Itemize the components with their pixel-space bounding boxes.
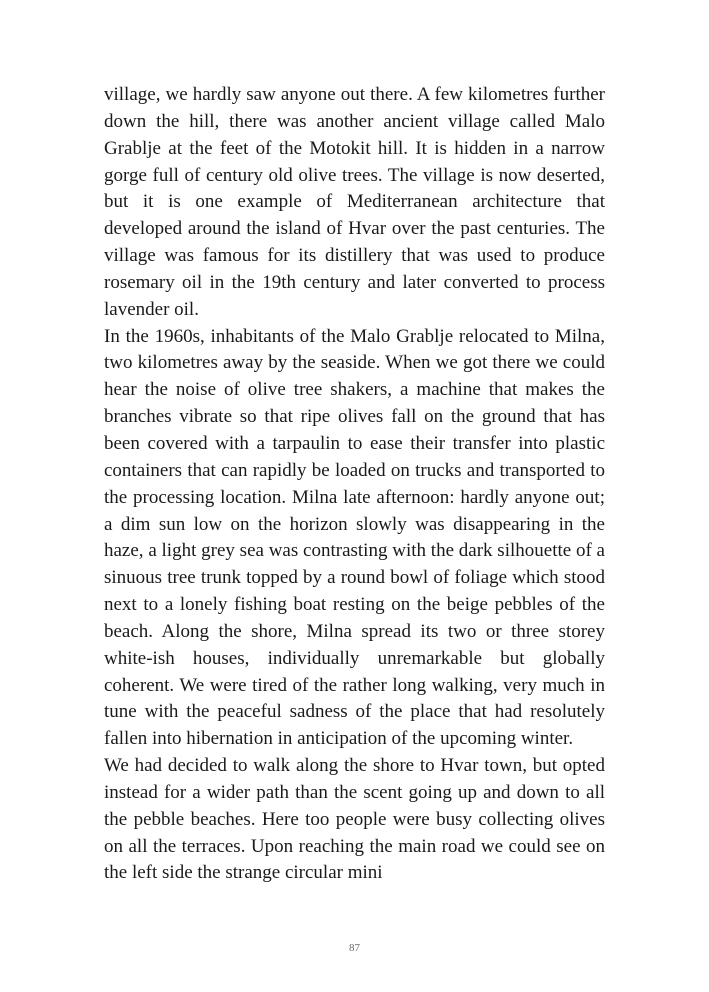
page-number: 87 xyxy=(349,942,360,954)
body-text xyxy=(104,82,605,887)
paragraph-2: In the 1960s, inhabitants of the Malo Grablje relocated to Milna, two kilometres away by the seaside. When we got there we could hear the noise of olive tree shakers, a machine that makes the branches vibrate so that ripe olives fall on the ground that has been covered with a tarpaulin to ease their transfer into plastic containers that can rapidly be loaded on trucks and transported to the processing location. Milna late afternoon: hardly anyone out; a dim sun low on the horizon slowly was disappearing in the haze, a light grey sea was contrasting with the dark silhouette of a sinuous tree trunk topped by a round bowl of foliage which stood next to a lonely fishing boat resting on the beige pebbles of the beach. Along the shore, Milna spread its two or three storey white-ish houses, individually unremarkable but globally coherent. We were tired of the rather long walking, very much in tune with the peaceful sadness of the place that had resolutely fallen into hibernation in anticipation of the upcoming winter. xyxy=(104,325,605,750)
paragraph-3: We had decided to walk along the shore to Hvar town, but opted instead for a wider path than the scent going up and down to all the pebble beaches. Here too people were busy collecting olives on all the terraces. Upon reaching the main road we could see on the left side the strange circular mini xyxy=(104,755,605,884)
paragraph-1: village, we hardly saw anyone out there. A few kilometres further down the hill, there was another ancient village called Malo Grablje at the feet of the Motokit hill. It is hidden in a narrow gorge full of century old olive trees. The village is now deserted, but it is one example of Mediterranean architecture that developed around the island of Hvar over the past centuries. The village was famous for its distillery that was used to produce rosemary oil in the 19th century and later converted to process lavender oil. xyxy=(104,84,605,320)
